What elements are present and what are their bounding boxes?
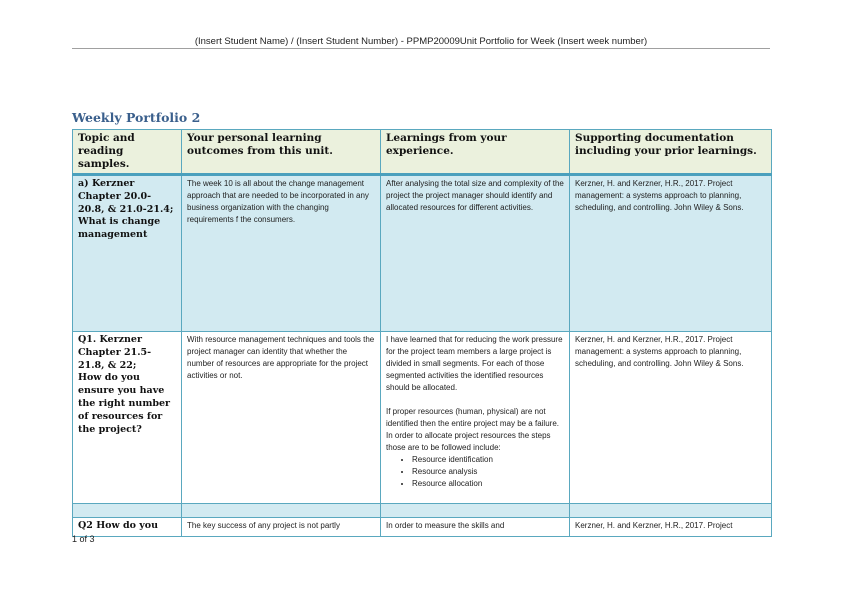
table-header-row bbox=[73, 130, 772, 175]
outcomes-cell: The week 10 is all about the change management approach that are needed to be incorporated in any business organization with the changing requirements f the consumers. bbox=[182, 175, 381, 332]
header-documentation: Supporting documentation including your prior learnings. bbox=[570, 130, 772, 175]
learnings-cell bbox=[381, 332, 570, 504]
learnings-cell: After analysing the total size and complexity of the project the project manager should identify and allocated resources for different activities. bbox=[381, 175, 570, 332]
learnings-paragraph: If proper resources (human, physical) are not identified then the entire project may be a failure. In order to allocate project resources the steps those are to be followed include: bbox=[386, 407, 559, 452]
list-item: • Resource identification bbox=[412, 454, 564, 466]
learnings-cell: In order to measure the skills and bbox=[381, 518, 570, 537]
topic-cell: a) Kerzner Chapter 20.0-20.8, & 21.0-21.4; What is change management bbox=[73, 175, 182, 332]
header-topic: Topic and reading samples. bbox=[73, 130, 182, 175]
list-item: • Resource analysis bbox=[412, 466, 564, 478]
resource-steps-list bbox=[386, 454, 564, 490]
page-title: Weekly Portfolio 2 bbox=[72, 110, 201, 125]
header-divider bbox=[72, 48, 770, 49]
learnings-paragraph: I have learned that for reducing the work pressure for the project team members a large project is divided in small segments. For each of those segmented activities the identified resources should be allocated. bbox=[386, 335, 563, 392]
topic-cell: Q2 How do you bbox=[73, 518, 182, 537]
outcomes-cell: With resource management techniques and tools the project manager can identity that whether the number of resources are appropriate for the project activities or not. bbox=[182, 332, 381, 504]
table-spacer-row bbox=[73, 504, 772, 518]
page-header: (Insert Student Name) / (Insert Student Number) - PPMP20009Unit Portfolio for Week (Insert week number) bbox=[194, 36, 648, 47]
header-outcomes: Your personal learning outcomes from this unit. bbox=[182, 130, 381, 175]
topic-cell: Q1. Kerzner Chapter 21.5-21.8, & 22; How do you ensure you have the right number of resources for the project? bbox=[73, 332, 182, 504]
table-row bbox=[73, 332, 772, 504]
documentation-cell: Kerzner, H. and Kerzner, H.R., 2017. Project management: a systems approach to planning, scheduling, and controlling. John Wiley & Sons. bbox=[570, 175, 772, 332]
table-row bbox=[73, 518, 772, 537]
outcomes-cell: The key success of any project is not partly bbox=[182, 518, 381, 537]
header-learnings: Learnings from your experience. bbox=[381, 130, 570, 175]
page-number: 1 of 3 bbox=[72, 534, 95, 544]
table-row bbox=[73, 175, 772, 332]
list-item: • Resource allocation bbox=[412, 478, 564, 490]
documentation-cell: Kerzner, H. and Kerzner, H.R., 2017. Project bbox=[570, 518, 772, 537]
portfolio-table bbox=[72, 129, 772, 537]
documentation-cell: Kerzner, H. and Kerzner, H.R., 2017. Project management: a systems approach to planning, scheduling, and controlling. John Wiley & Sons. bbox=[570, 332, 772, 504]
